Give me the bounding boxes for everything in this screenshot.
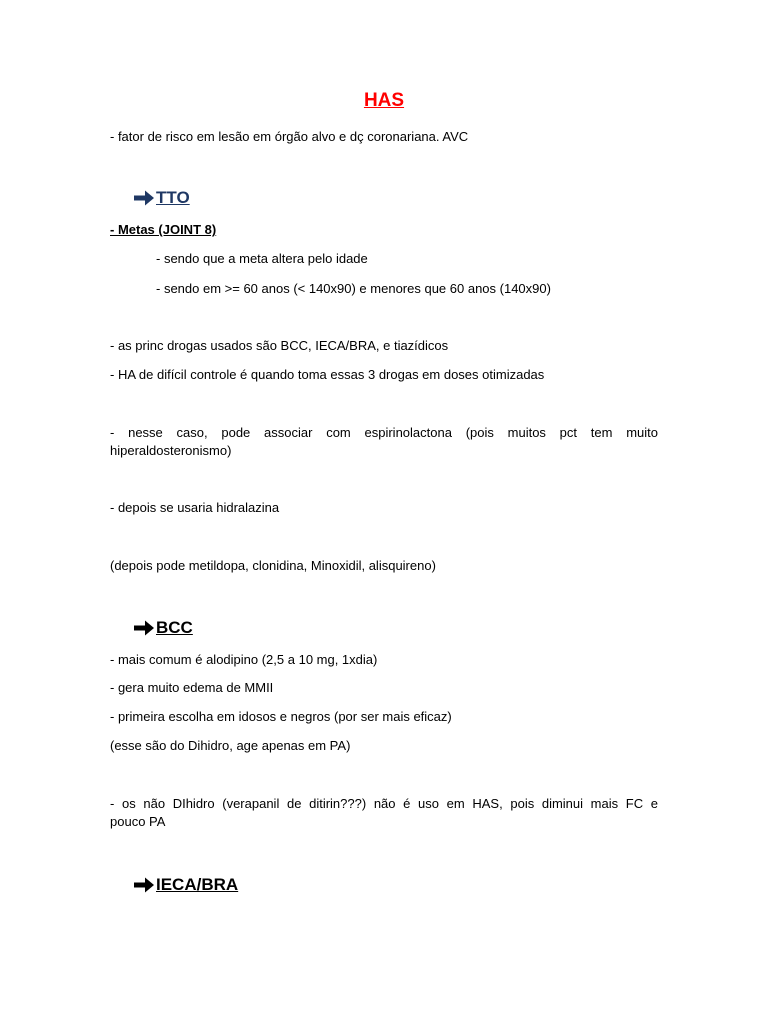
bcc-line: - gera muito edema de MMII [110, 680, 274, 695]
bcc-line: (esse são do Dihidro, age apenas em PA) [110, 738, 351, 753]
drogas-line: - as princ drogas usados são BCC, IECA/BRA, e tiazídicos [110, 338, 449, 353]
metas-item: - sendo em >= 60 anos (< 140x90) e menores que 60 anos (140x90) [156, 281, 551, 296]
intro-line: - fator de risco em lesão em órgão alvo e dç coronariana. AVC [110, 129, 469, 144]
metas-subheading: - Metas (JOINT 8) [110, 222, 217, 237]
nao-dihidro-paragraph [110, 795, 658, 831]
ieca-heading [133, 875, 238, 895]
arrow-right-icon [133, 876, 155, 894]
bcc-line: - primeira escolha em idosos e negros (por ser mais eficaz) [110, 709, 452, 724]
espiro-line-1: - nesse caso, pode associar com espirinolactona (pois muitos pct tem muito [110, 425, 658, 440]
controle-line: - HA de difícil controle é quando toma essas 3 drogas em doses otimizadas [110, 367, 545, 382]
nao-dihidro-line-2: pouco PA [110, 814, 166, 829]
bcc-heading [133, 618, 193, 638]
nao-dihidro-line-1: - os não DIhidro (verapanil de ditirin???) não é uso em HAS, pois diminui mais FC e [110, 796, 658, 811]
tto-heading-label: TTO [156, 188, 190, 207]
arrow-right-icon [133, 619, 155, 637]
tto-heading [133, 188, 190, 208]
hidralazina-line: - depois se usaria hidralazina [110, 500, 280, 515]
bcc-heading-label: BCC [156, 618, 193, 637]
depois-line: (depois pode metildopa, clonidina, Minoxidil, alisquireno) [110, 558, 436, 573]
bcc-line: - mais comum é alodipino (2,5 a 10 mg, 1xdia) [110, 652, 378, 667]
espiro-line-2: hiperaldosteronismo) [110, 443, 232, 458]
document-title: HAS [363, 90, 405, 111]
ieca-heading-label: IECA/BRA [156, 875, 239, 894]
arrow-right-icon [133, 189, 155, 207]
espiro-paragraph [110, 424, 658, 460]
metas-item: - sendo que a meta altera pelo idade [156, 251, 368, 266]
